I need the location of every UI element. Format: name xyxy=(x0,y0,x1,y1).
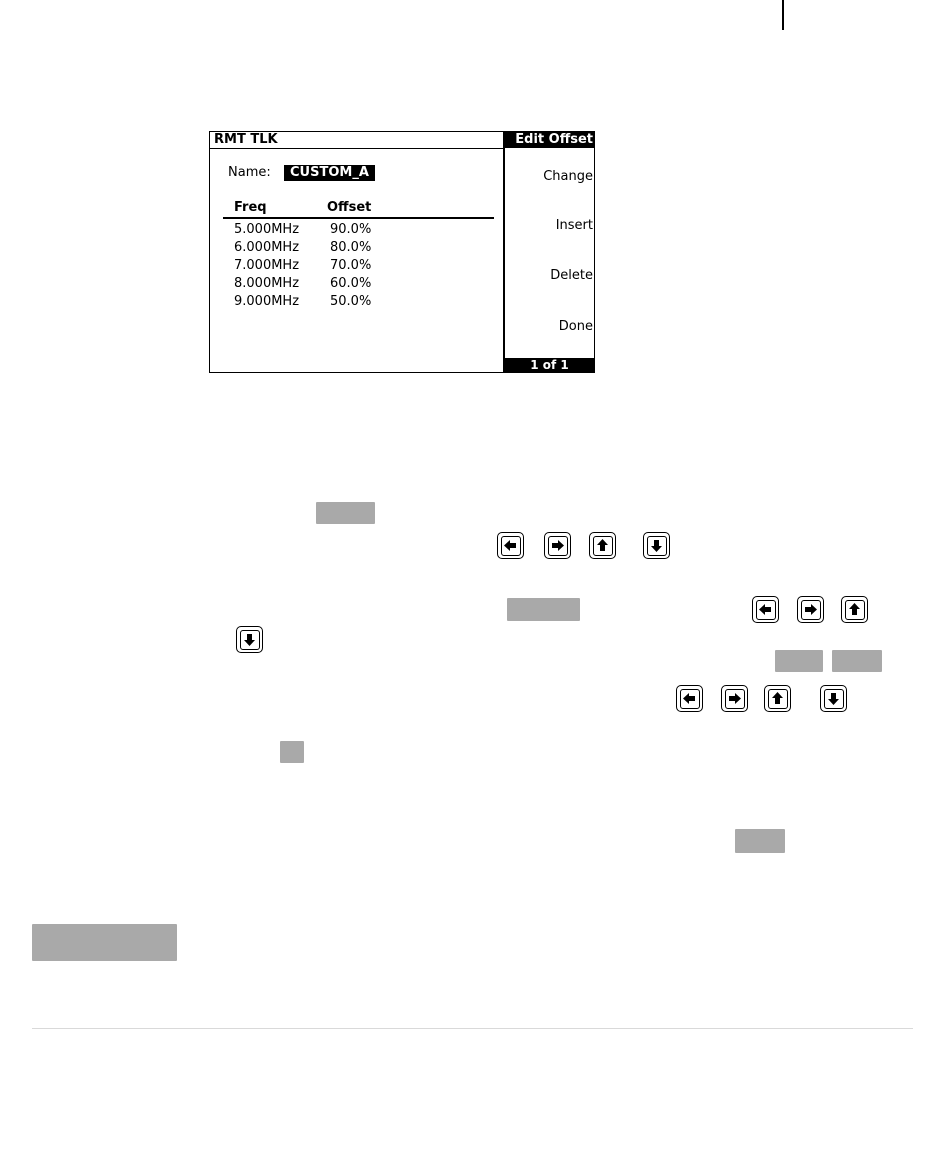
redacted-key-6 xyxy=(735,829,785,853)
status-text: RMT TLK xyxy=(214,132,278,147)
redacted-key-3 xyxy=(775,650,823,672)
left-arrow-key-icon xyxy=(497,532,524,559)
name-value: CUSTOM_A xyxy=(284,165,375,181)
softkey-change[interactable]: Change xyxy=(543,169,593,184)
row-freq: 6.000MHz xyxy=(234,240,300,255)
table-header-rule xyxy=(223,217,494,219)
redacted-heading xyxy=(32,924,177,961)
left-arrow-key-icon xyxy=(676,685,703,712)
left-arrow-key-icon xyxy=(752,596,779,623)
right-arrow-key-icon xyxy=(721,685,748,712)
row-freq: 7.000MHz xyxy=(234,258,300,273)
column-header-offset: Offset xyxy=(327,200,372,215)
row-freq: 9.000MHz xyxy=(234,294,300,309)
redacted-key-4 xyxy=(832,650,882,672)
row-offset: 70.0% xyxy=(330,258,372,273)
page-indicator: 1 of 1 xyxy=(505,358,594,372)
row-offset: 80.0% xyxy=(330,240,372,255)
down-arrow-key-icon xyxy=(820,685,847,712)
table-row xyxy=(234,275,371,293)
table-row xyxy=(234,221,371,239)
row-offset: 90.0% xyxy=(330,222,372,237)
menu-divider xyxy=(503,132,505,372)
row-freq: 5.000MHz xyxy=(234,222,300,237)
table-row xyxy=(234,293,371,311)
table-row xyxy=(234,239,371,257)
softkey-delete[interactable]: Delete xyxy=(550,268,593,283)
row-offset: 50.0% xyxy=(330,294,372,309)
menu-title: Edit Offset xyxy=(505,132,594,148)
softkey-insert[interactable]: Insert xyxy=(555,218,593,233)
status-bar xyxy=(210,132,504,149)
down-arrow-key-icon xyxy=(643,532,670,559)
offset-table xyxy=(234,221,371,311)
row-offset: 60.0% xyxy=(330,276,372,291)
down-arrow-key-icon xyxy=(236,626,263,653)
top-margin-rule xyxy=(782,0,784,30)
column-header-freq: Freq xyxy=(234,200,267,215)
right-arrow-key-icon xyxy=(797,596,824,623)
instrument-display xyxy=(209,131,595,373)
row-freq: 8.000MHz xyxy=(234,276,300,291)
up-arrow-key-icon xyxy=(764,685,791,712)
table-row xyxy=(234,257,371,275)
up-arrow-key-icon xyxy=(841,596,868,623)
softkey-done[interactable]: Done xyxy=(558,319,593,334)
right-arrow-key-icon xyxy=(544,532,571,559)
footer-rule xyxy=(32,1028,913,1029)
up-arrow-key-icon xyxy=(589,532,616,559)
redacted-key-5 xyxy=(280,741,304,763)
redacted-key-1 xyxy=(316,502,375,524)
redacted-key-2 xyxy=(507,598,580,621)
name-label: Name: xyxy=(228,165,271,180)
